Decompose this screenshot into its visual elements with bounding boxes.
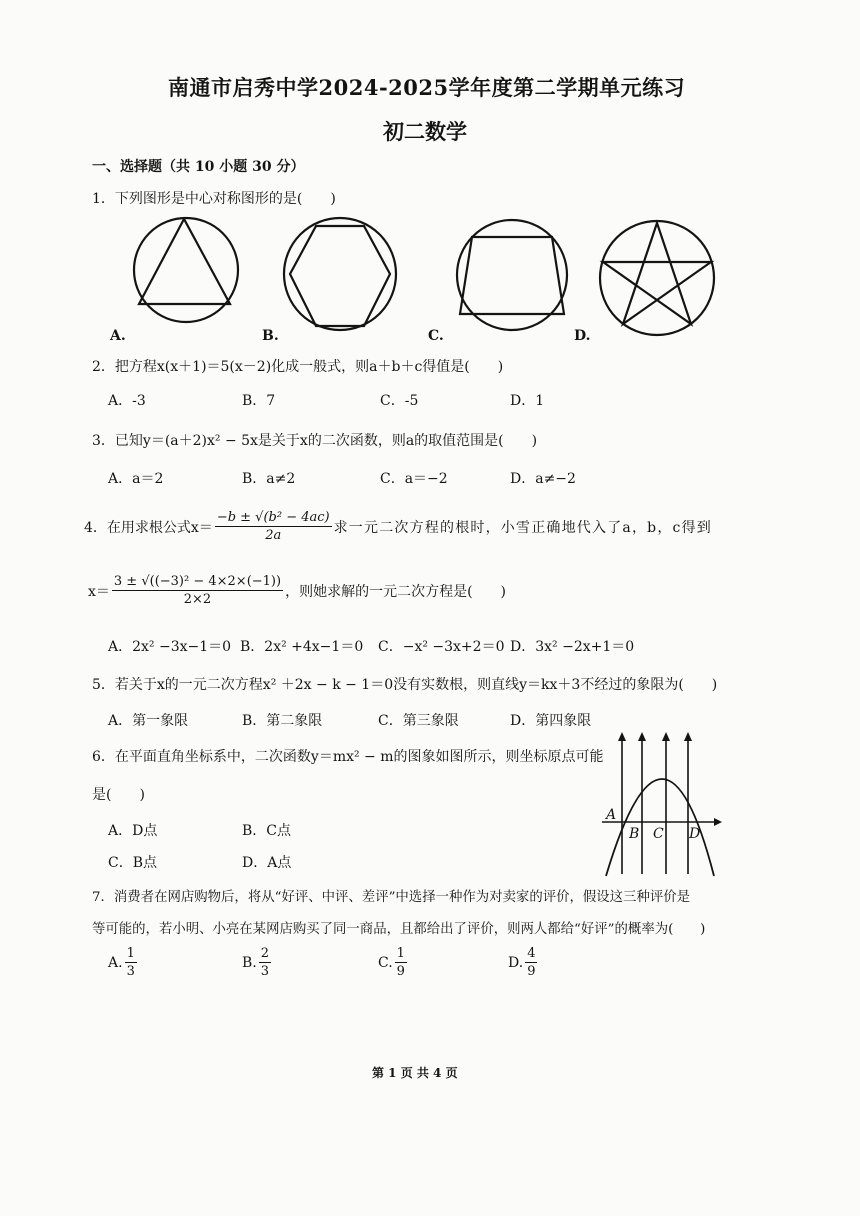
q6-option-c: C．B点 — [108, 855, 157, 871]
point-b-label: B — [629, 826, 640, 842]
q7-option-c — [378, 946, 409, 979]
question-7-text: 7．消费者在网店购物后，将从“好评、中评、差评”中选择一种作为对卖家的评价，假设这三种评价是 — [92, 890, 691, 905]
figure-circle-hexagon — [282, 214, 402, 338]
point-d-label: D — [689, 826, 701, 842]
q7-option-d-fraction — [525, 946, 537, 979]
q4-option-c: C．−x² −3x+2＝0 — [378, 639, 505, 655]
q6-option-a: A．D点 — [108, 823, 158, 839]
parabola-figure — [596, 728, 726, 878]
q4-suffix: 求一元二次方程的根时，小雪正确地代入了a，b，c得到 — [333, 519, 712, 536]
q7-option-a-fraction — [125, 946, 137, 979]
q7-option-d-denominator: 9 — [527, 964, 536, 979]
q7-option-a-denominator: 3 — [126, 964, 135, 979]
figure-label-d: D. — [574, 328, 591, 344]
q2-option-a: A．-3 — [108, 393, 146, 409]
quadratic-formula — [215, 510, 332, 543]
figure-label-b: B. — [262, 328, 279, 344]
q7-option-d-numerator: 4 — [527, 946, 536, 961]
q7-option-a — [108, 946, 139, 979]
substituted-formula — [112, 574, 283, 607]
q7-option-a-label: A. — [108, 954, 123, 971]
q5-option-c: C．第三象限 — [378, 713, 459, 729]
question-6-text: 6．在平面直角坐标系中，二次函数y＝mx² − m的图象如图所示，则坐标原点可能 — [92, 749, 604, 765]
q7-option-d-label: D. — [508, 954, 524, 971]
page-number: 第 1 页 共 4 页 — [372, 1066, 458, 1080]
section-heading: 一、选择题（共 10 小题 30 分） — [92, 159, 305, 175]
q7-option-c-label: C. — [378, 954, 393, 971]
substituted-formula-numerator: 3 ± √((−3)² − 4×2×(−1)) — [113, 574, 282, 589]
q3-option-a: A．a＝2 — [108, 471, 164, 487]
figure-circle-star — [596, 218, 720, 342]
q7-option-a-numerator: 1 — [126, 946, 135, 961]
q4-prefix: 4．在用求根公式x＝ — [84, 519, 213, 536]
question-2-text: 2．把方程x(x＋1)＝5(x－2)化成一般式，则a＋b＋c得值是( ) — [92, 359, 504, 375]
q7-option-b — [242, 946, 273, 979]
q7-option-b-fraction — [259, 946, 271, 979]
q3-option-d: D．a≠−2 — [510, 471, 576, 487]
exam-title: 南通市启秀中学2024-2025学年度第二学期单元练习 — [168, 75, 686, 100]
q5-option-a: A．第一象限 — [108, 713, 189, 729]
q4-line2-suffix: ，则她求解的一元二次方程是( ) — [285, 583, 507, 600]
question-1-text: 1．下列图形是中心对称图形的是( ) — [92, 191, 336, 207]
q7-option-c-numerator: 1 — [396, 946, 405, 961]
q6-option-d: D．A点 — [242, 855, 292, 871]
question-3-text: 3．已知y＝(a＋2)x² − 5x是关于x的二次函数，则a的取值范围是( ) — [92, 433, 538, 449]
figure-circle-triangle — [130, 214, 250, 334]
q7-option-b-numerator: 2 — [260, 946, 270, 961]
q3-option-c: C．a＝−2 — [380, 471, 448, 487]
q2-option-b: B．7 — [242, 393, 276, 409]
question-7-text-line-2: 等可能的，若小明、小亮在某网店购买了同一商品，且都给出了评价，则两人都给“好评”的概率为( ) — [92, 922, 706, 937]
exam-subtitle: 初二数学 — [383, 119, 467, 144]
question-4-text — [84, 510, 712, 543]
q7-option-b-label: B. — [242, 954, 257, 971]
q5-option-b: B．第二象限 — [242, 713, 323, 729]
q4-option-a: A．2x² −3x−1＝0 — [108, 639, 232, 655]
substituted-formula-denominator: 2×2 — [183, 592, 212, 607]
q4-option-d: D．3x² −2x+1＝0 — [510, 639, 635, 655]
question-6-text-line-2: 是( ) — [92, 787, 145, 803]
q2-option-c: C．-5 — [380, 393, 419, 409]
figure-circle-trapezoid — [452, 216, 572, 338]
q5-option-d: D．第四象限 — [510, 713, 592, 729]
q4-option-b: B．2x² +4x−1＝0 — [240, 639, 364, 655]
question-4-line-2 — [88, 574, 506, 607]
q6-option-b: B．C点 — [242, 823, 291, 839]
q3-option-b: B．a≠2 — [242, 471, 296, 487]
q2-option-d: D．1 — [510, 393, 545, 409]
q7-option-b-denominator: 3 — [260, 964, 270, 979]
quadratic-formula-denominator: 2a — [265, 528, 282, 543]
q7-option-d — [508, 946, 539, 979]
point-a-label: A — [606, 807, 617, 823]
q7-option-c-fraction — [395, 946, 407, 979]
q4-line2-prefix: x＝ — [88, 583, 110, 600]
question-5-text: 5．若关于x的一元二次方程x² ＋2x − k − 1＝0没有实数根，则直线y＝kx＋3不经过的象限为( ) — [92, 677, 718, 693]
figure-label-c: C. — [428, 328, 444, 344]
point-c-label: C — [653, 826, 664, 842]
q7-option-c-denominator: 9 — [396, 964, 405, 979]
quadratic-formula-numerator: −b ± √(b² − 4ac) — [216, 510, 330, 525]
figure-label-a: A. — [110, 328, 126, 344]
